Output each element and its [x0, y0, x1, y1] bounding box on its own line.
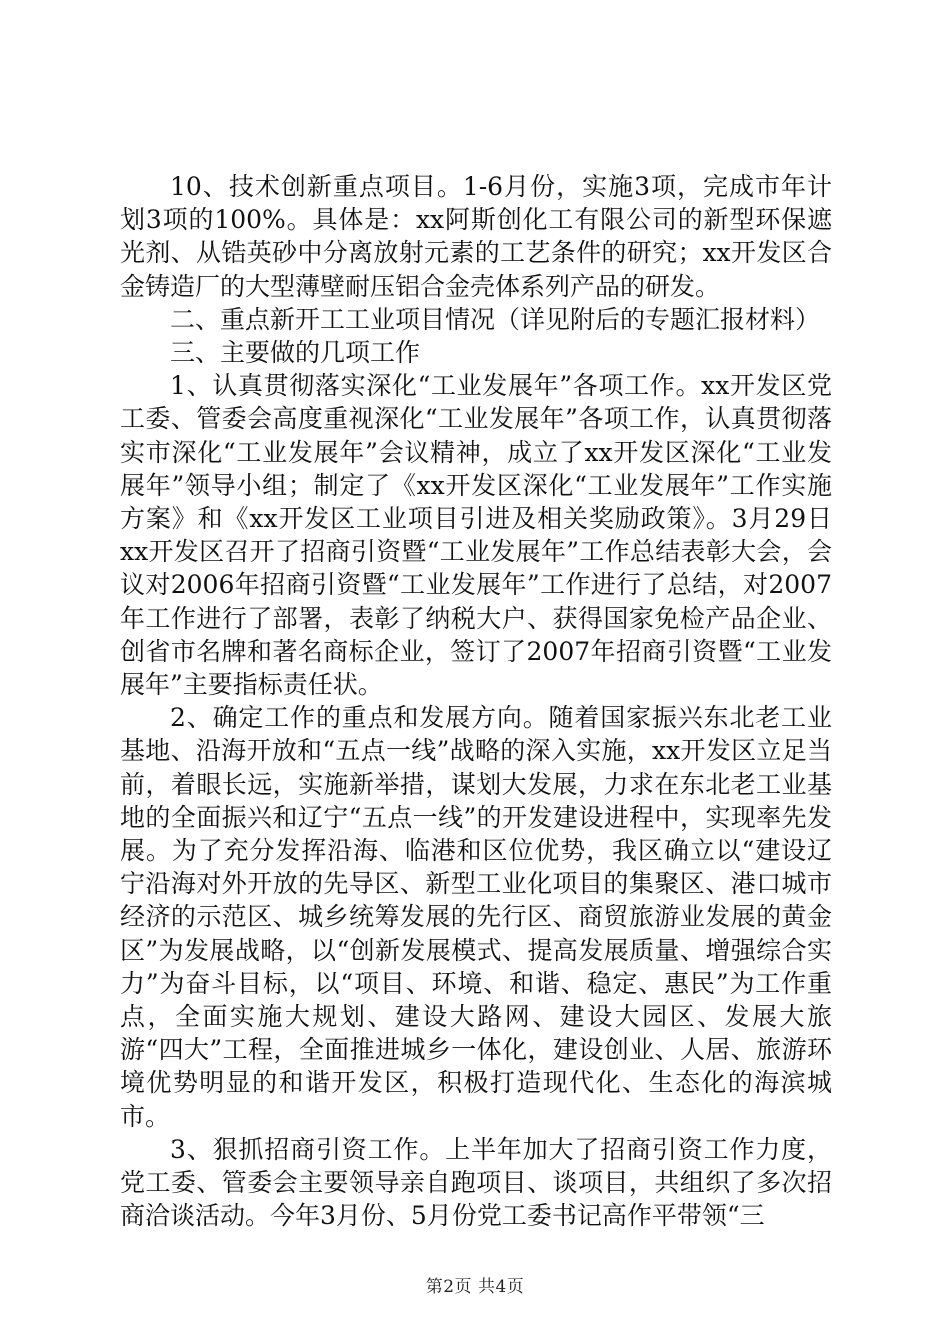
heading-new-projects: 二、重点新开工工业项目情况（详见附后的专题汇报材料） [170, 304, 821, 334]
heading-main-work: 三、主要做的几项工作 [170, 338, 421, 368]
page-footer: 第2页 共4页 [425, 1277, 525, 1297]
paragraph-industrial-year: 1、认真贯彻落实深化“工业发展年”各项工作。xx开发区党工委、管委会高度重视深化“工业发展年”各项工作，认真贯彻落实市深化“工业发展年”会议精神，成立了xx开发区深化“工业发展年”领导小组；制定了《xx开发区深化“工业发展年”工作实施方案》和《xx开发区工业项目引进及相关奖励政策》。3月29日xx开发区召开了招商引资暨“工业发展年”工作总结表彰大会，会议对2006年招商引资暨“工业发展年”工作进行了总结，对2007年工作进行了部署，表彰了纳税大户、获得国家免检产品企业、创省市名牌和著名商标企业，签订了2007年招商引资暨“工业发展年”主要指标责任状。 [120, 371, 832, 700]
paragraph-development-direction: 2、确定工作的重点和发展方向。随着国家振兴东北老工业基地、沿海开放和“五点一线”战略的深入实施，xx开发区立足当前，着眼长远，实施新举措，谋划大发展，力求在东北老工业基地的全面振兴和辽宁“五点一线”的开发建设进程中，实现率先发展。为了充分发挥沿海、临港和区位优势，我区确立以“建设辽宁沿海对外开放的先导区、新型工业化项目的集聚区、港口城市经济的示范区、城乡统筹发展的先行区、商贸旅游业发展的黄金区”为发展战略，以“创新发展模式、提高发展质量、增强综合实力”为奋斗目标，以“项目、环境、和谐、稳定、惠民”为工作重点，全面实施大规划、建设大路网、建设大园区、发展大旅游“四大”工程，全面推进城乡一体化，建设创业、人居、旅游环境优势明显的和谐开发区，积极打造现代化、生态化的海滨城市。 [120, 703, 832, 1131]
paragraph-investment: 3、狠抓招商引资工作。上半年加大了招商引资工作力度，党工委、管委会主要领导亲自跑项目、谈项目，共组织了多次招商洽谈活动。今年3月份、5月份党工委书记高作平带领“三 [120, 1134, 832, 1231]
document-body [120, 170, 832, 1233]
paragraph-tech-innovation: 10、技术创新重点项目。1-6月份，实施3项，完成市年计划3项的100%。具体是：xx阿斯创化工有限公司的新型环保遮光剂、从锆英砂中分离放射元素的工艺条件的研究；xx开发区合金铸造厂的大型薄壁耐压铝合金壳体系列产品的研发。 [120, 172, 832, 301]
